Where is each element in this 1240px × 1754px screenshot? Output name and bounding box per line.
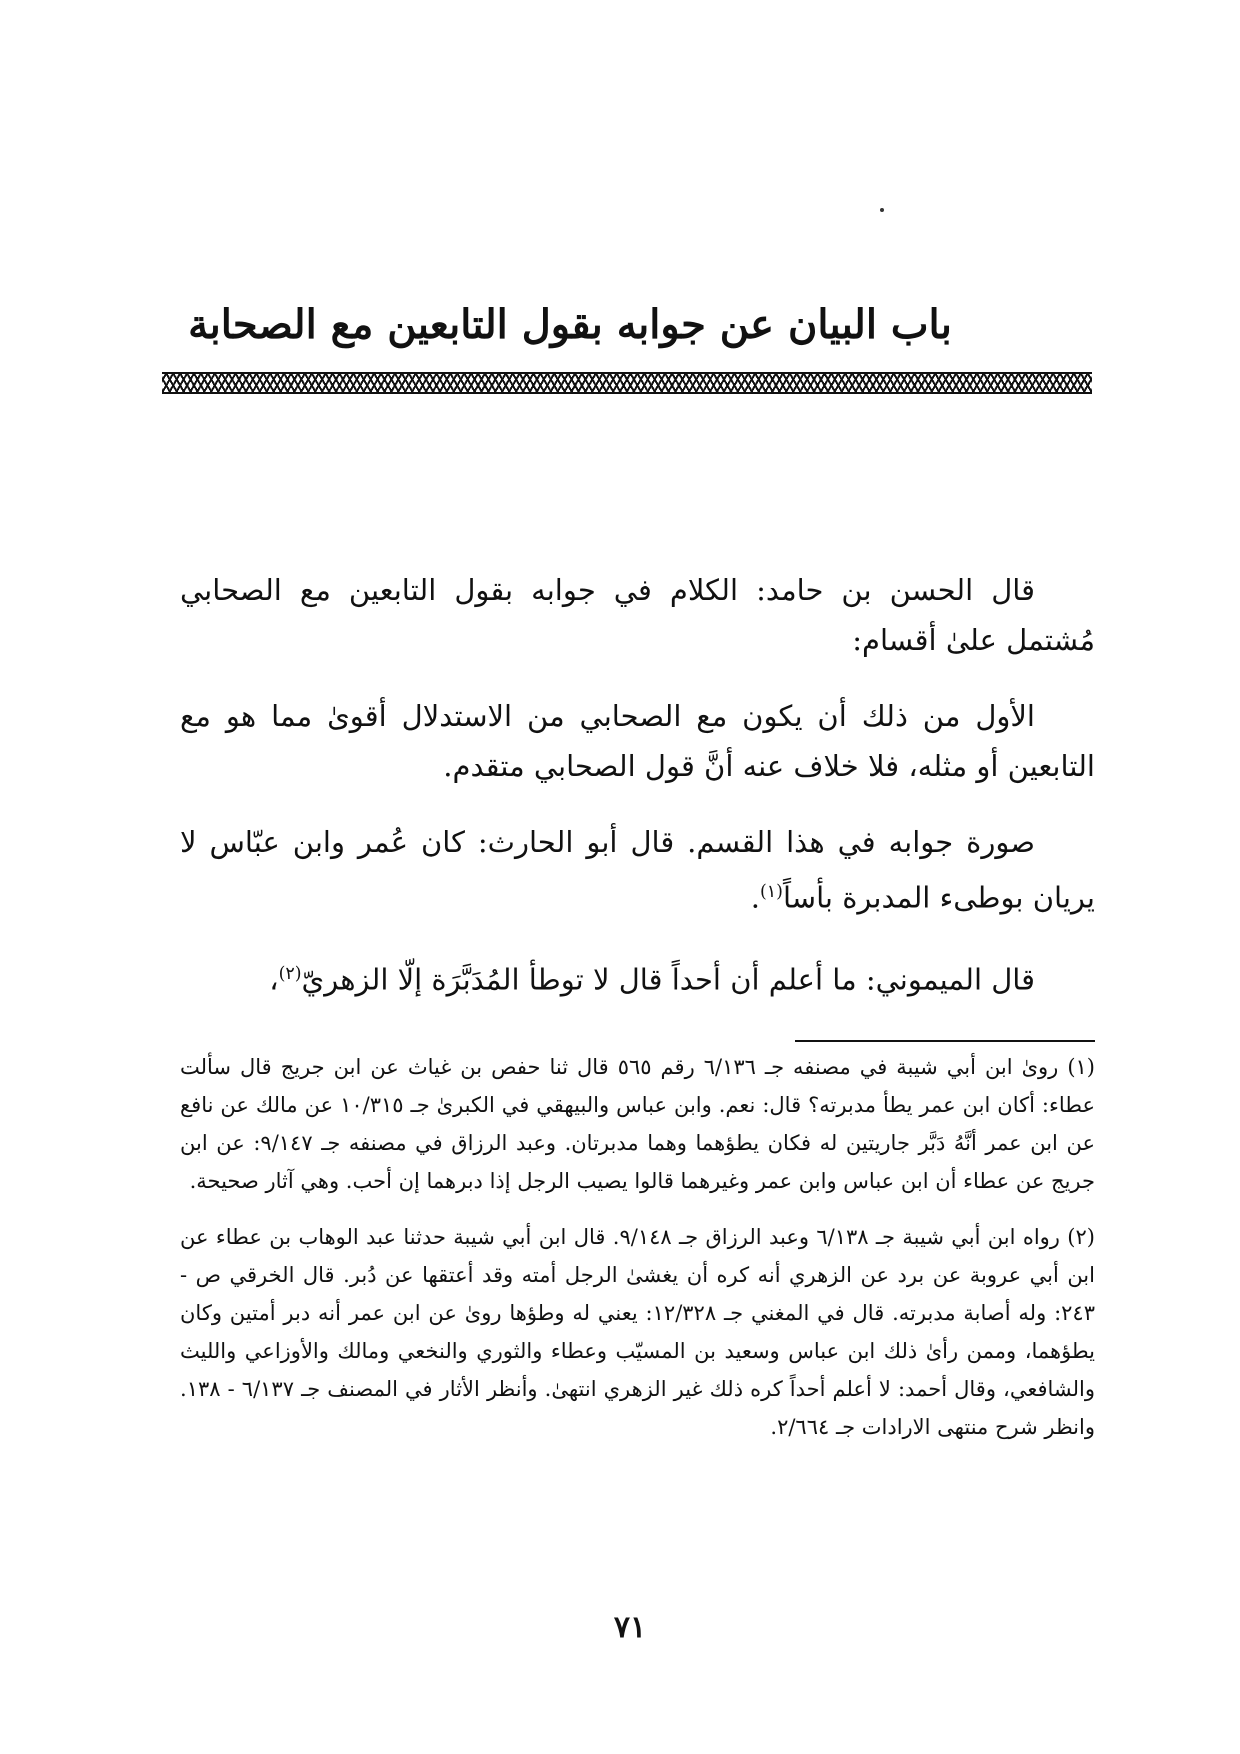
footnote-separator [795, 1040, 1095, 1042]
paragraph-4-text: قال الميموني: ما أعلم أن أحداً قال لا توطأ المُدَبَّرَة إلّا الزهريّ [301, 962, 1035, 997]
paragraph-4-end: ، [269, 962, 279, 997]
footnote-2: (٢) رواه ابن أبي شيبة جـ ٦/١٣٨ وعبد الرزاق جـ ٩/١٤٨. قال ابن أبي شيبة حدثنا عبد الوهاب بن عطاء عن ابن أبي عروبة عن برد عن الزهري أنه كره أن يغشىٰ الرجل أمته وقد أعتقها عن دُبر. قال الخرقي ص - ٢٤٣: وله أصابة مدبرته. قال في المغني جـ ١٢/٣٢٨: يعني له وطؤها روىٰ عن ابن عمر أنه دبر أمتين وكان يطؤهما، وممن رأىٰ ذلك ابن عباس وسعيد بن المسيّب وعطاء والثوري والنخعي ومالك والأوزاعي والليث والشافعي، وقال أحمد: لا أعلم أحداً كره ذلك غير الزهري انتهىٰ. وأنظر الأثار في المصنف جـ ٦/١٣٧ - ١٣٨. وانظر شرح منتهى الارادات جـ ٢/٦٦٤. [180, 1225, 1095, 1439]
main-text [180, 565, 1095, 1004]
ornamental-divider [162, 372, 1092, 394]
chapter-title: باب البيان عن جوابه بقول التابعين مع الصحابة [188, 300, 952, 348]
paragraph-2: الأول من ذلك أن يكون مع الصحابي من الاستدلال أقوىٰ مما هو مع التابعين أو مثله، فلا خلاف عنه أنَّ قول الصحابي متقدم. [180, 699, 1095, 783]
footnotes [180, 1048, 1095, 1464]
paragraph-1: قال الحسن بن حامد: الكلام في جوابه بقول التابعين مع الصحابي مُشتمل علىٰ أقسام: [180, 573, 1095, 657]
footnote-ref-2[interactable]: (٢) [278, 963, 302, 984]
paragraph-3 [180, 817, 1095, 923]
paragraph-3-text: صورة جوابه في هذا القسم. قال أبو الحارث: كان عُمر وابن عبّاس لا يريان بوطىء المدبرة بأساً [180, 825, 1095, 915]
footnote-ref-1[interactable]: (١) [760, 882, 783, 902]
footnote-1: (١) روىٰ ابن أبي شيبة في مصنفه جـ ٦/١٣٦ رقم ٥٦٥ قال ثنا حفص بن غياث عن ابن جريج قال سألت عطاء: أكان ابن عمر يطأ مدبرته؟ قال: نعم. وابن عباس والبيهقي في الكبرىٰ جـ ١٠/٣١٥ عن مالك عن نافع عن ابن عمر أنَّهُ دَبَّر جاريتين له فكان يطؤهما وهما مدبرتان. وعبد الرزاق في مصنفه جـ ٩/١٤٧: عن ابن جريج عن عطاء أن ابن عباس وابن عمر وغيرهما قالوا يصيب الرجل إذا دبرهما إن أحب. وهي آثار صحيحة. [180, 1055, 1095, 1193]
paragraph-4 [180, 949, 1095, 1005]
paragraph-3-end: . [750, 880, 760, 915]
page-number: ٧١ [613, 1610, 647, 1645]
stray-dot [880, 208, 884, 212]
